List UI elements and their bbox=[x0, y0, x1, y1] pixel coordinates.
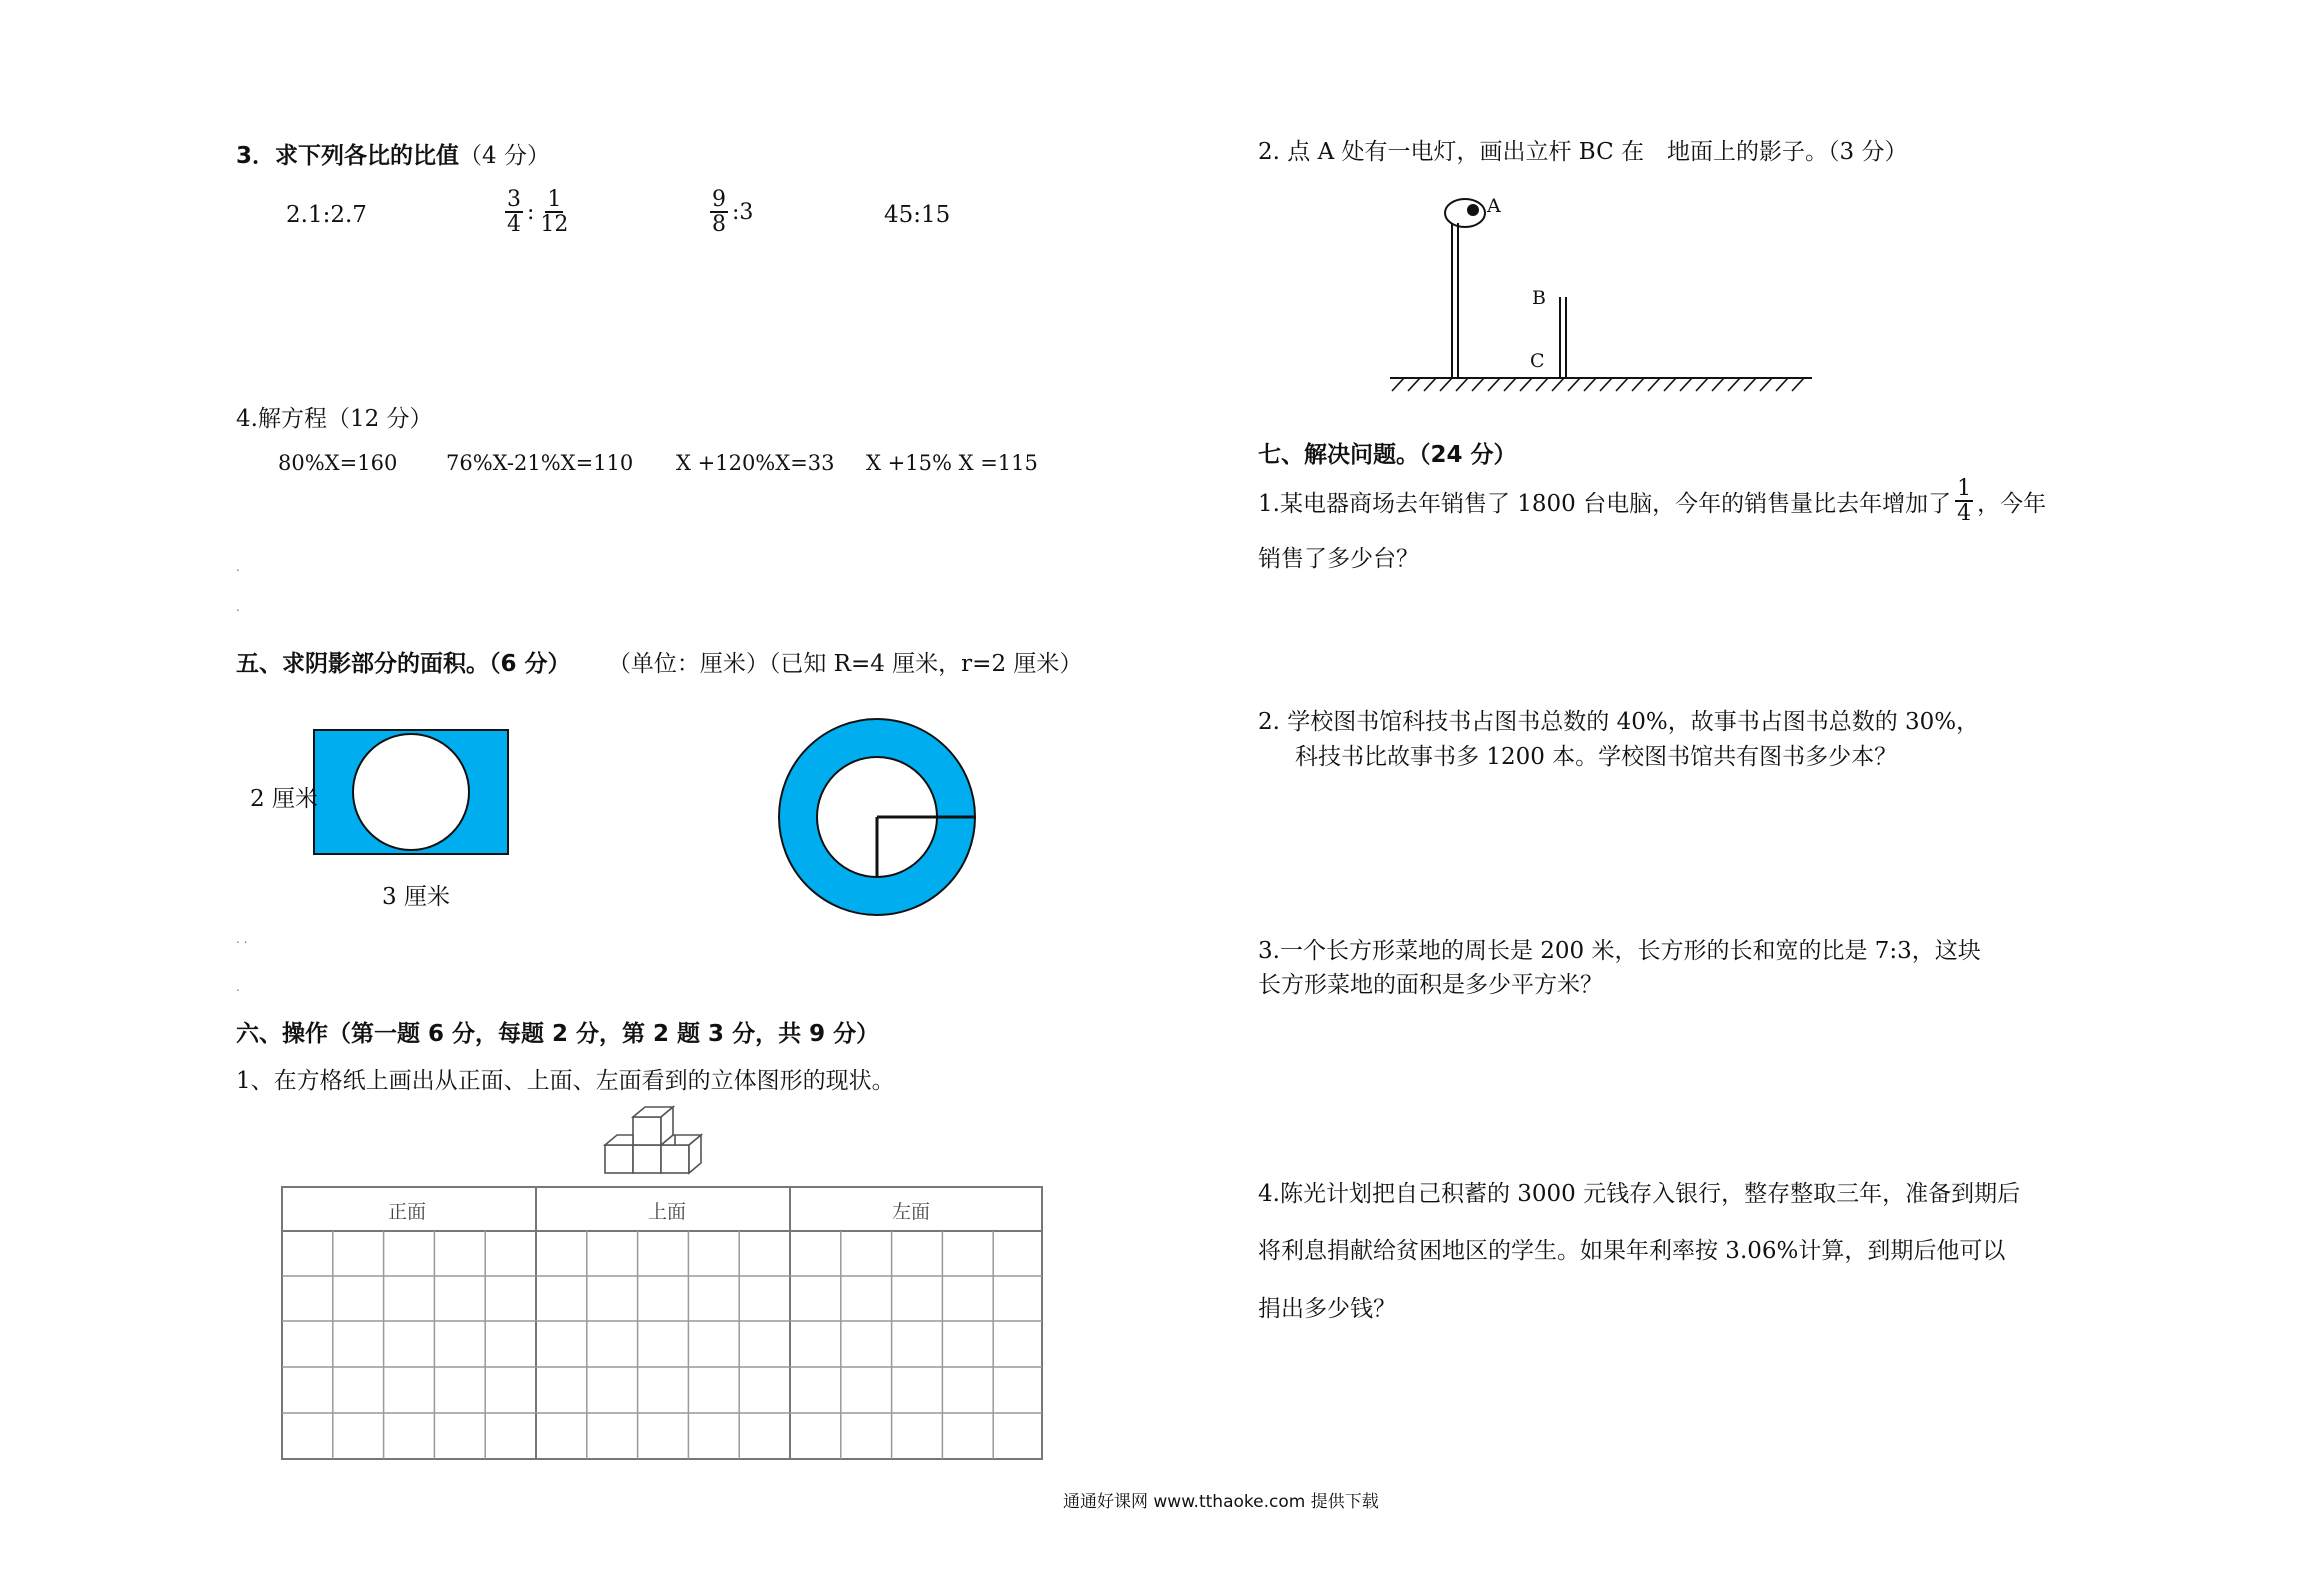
q6-sub1: 1、在方格纸上画出从正面、上面、左面看到的立体图形的现状。 bbox=[236, 1068, 895, 1094]
q7-p1-line2: 销售了多少台？ bbox=[1258, 546, 1419, 572]
q4-score: （12 分） bbox=[326, 406, 433, 432]
q4-heading bbox=[236, 400, 433, 433]
q3-b-den1: 4 bbox=[507, 212, 521, 238]
q3-c-num: 9 bbox=[712, 187, 726, 212]
q3-b-sep: : bbox=[527, 199, 535, 225]
label-c: C bbox=[1530, 350, 1545, 372]
dot-mark: . . bbox=[236, 932, 248, 946]
grid-header-top: 上面 bbox=[648, 1201, 687, 1223]
grid-header-front: 正面 bbox=[388, 1201, 427, 1223]
label-a: A bbox=[1487, 195, 1501, 217]
inner-circle bbox=[353, 734, 469, 850]
q3-heading bbox=[236, 137, 550, 170]
q3-b-num2: 1 bbox=[547, 187, 562, 212]
q7-p4-line3: 捐出多少钱？ bbox=[1258, 1296, 1396, 1322]
q7-p1-frac-num: 1 bbox=[1957, 476, 1972, 501]
ring-figure bbox=[770, 710, 985, 925]
q5-heading bbox=[236, 645, 1082, 678]
q7-p2-line1: 2. 学校图书馆科技书占图书总数的 40%，故事书占图书总数的 30%， bbox=[1258, 709, 1980, 735]
grid-header-left: 左面 bbox=[892, 1201, 931, 1223]
q3-item-b bbox=[505, 188, 570, 236]
q7-p3-line2: 长方形菜地的面积是多少平方米？ bbox=[1258, 972, 1603, 998]
rect-circle-figure bbox=[300, 725, 520, 860]
q3-item-a: 2.1:2.7 bbox=[286, 202, 367, 228]
q7-p1-pre: 1.某电器商场去年销售了 1800 台电脑，今年的销售量比去年增加了 bbox=[1258, 490, 1952, 517]
q3-item-c bbox=[710, 188, 753, 236]
dot-mark: . bbox=[236, 600, 240, 614]
q7-p1-line1 bbox=[1258, 477, 2046, 525]
q7-p1-post: ，今年 bbox=[1977, 490, 2047, 517]
dot-mark: . bbox=[236, 980, 240, 994]
q7-p4-line2: 将利息捐献给贫困地区的学生。如果年利率按 3.06%计算，到期后他可以 bbox=[1258, 1238, 2006, 1264]
footer-credit: 通通好课网 www.tthaoke.com 提供下载 bbox=[1063, 1492, 1379, 1512]
q3-c-rest: :3 bbox=[732, 199, 754, 225]
q4-eq-4: X +15% X =115 bbox=[866, 451, 1038, 475]
q3-score: （4 分） bbox=[459, 143, 550, 169]
drawing-grid bbox=[278, 1183, 1048, 1463]
op2-text: 2. 点 A 处有一电灯，画出立杆 BC 在 地面上的影子。（3 分） bbox=[1258, 139, 1908, 165]
q4-eq-3: X +120%X=33 bbox=[676, 451, 835, 475]
label-b: B bbox=[1532, 287, 1546, 309]
q3-title: 3．求下列各比的比值 bbox=[236, 143, 460, 169]
q7-title: 七、解决问题。（24 分） bbox=[1258, 442, 1517, 468]
ground-hatching bbox=[1392, 378, 1804, 391]
q3-b-num1: 3 bbox=[507, 187, 521, 212]
cube-stack-figure bbox=[600, 1105, 730, 1180]
q4-title: 4.解方程 bbox=[236, 406, 327, 432]
rect-bottom-label: 3 厘米 bbox=[382, 884, 450, 910]
q3-c-den: 8 bbox=[712, 212, 726, 238]
q3-b-den2: 12 bbox=[540, 212, 569, 238]
lamp-shadow-figure bbox=[1380, 185, 1820, 395]
q7-p4-line1: 4.陈光计划把自己积蓄的 3000 元钱存入银行，整存整取三年，准备到期后 bbox=[1258, 1181, 2021, 1207]
q5-note: （单位：厘米）（已知 R=4 厘米，r=2 厘米） bbox=[607, 651, 1083, 677]
q4-eq-2: 76%X-21%X=110 bbox=[446, 451, 634, 475]
q4-eq-1: 80%X=160 bbox=[278, 451, 398, 475]
q6-title: 六、操作（第一题 6 分，每题 2 分，第 2 题 3 分，共 9 分） bbox=[236, 1021, 880, 1047]
q3-item-d: 45:15 bbox=[884, 202, 951, 228]
grid-cells bbox=[282, 1231, 1042, 1459]
dot-mark: . bbox=[236, 560, 240, 574]
q7-p1-frac-den: 4 bbox=[1957, 501, 1972, 527]
q5-title: 五、求阴影部分的面积。（6 分） bbox=[236, 651, 571, 677]
rect-side-label: 2 厘米 bbox=[250, 786, 318, 812]
q7-p2-line2: 科技书比故事书多 1200 本。学校图书馆共有图书多少本？ bbox=[1295, 744, 1898, 770]
q7-p3-line1: 3.一个长方形菜地的周长是 200 米，长方形的长和宽的比是 7:3，这块 bbox=[1258, 938, 1981, 964]
